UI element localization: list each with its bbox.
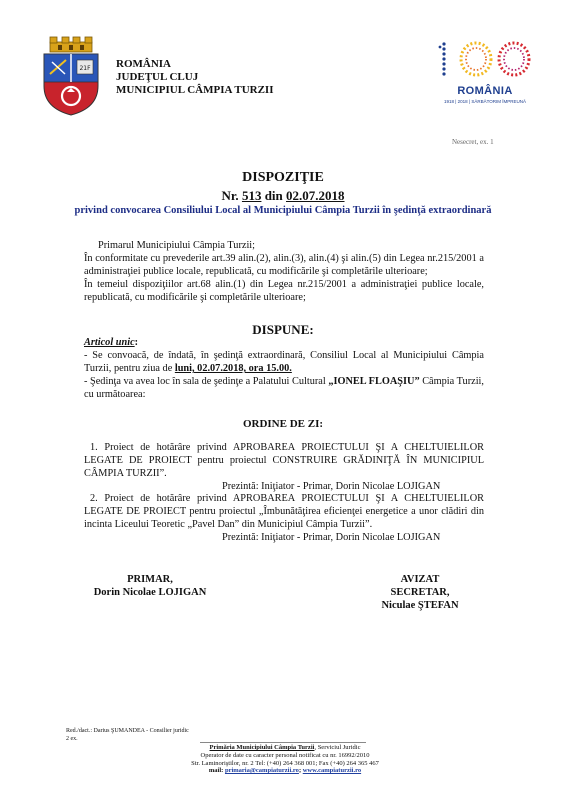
mayor-name: Dorin Nicolae LOJIGAN [93,587,207,598]
article-heading [84,336,484,349]
logo-wordmark: ROMÂNIA [457,85,513,97]
footer-org: Primăria Municipiului Câmpia Turzii [209,744,315,751]
copies-count: 2 ex. [66,736,78,742]
location-text: - Şedinţa va avea loc în sala de şedinţe a Palatului Cultural [84,376,329,387]
agenda-item-presenter: Prezintă: Iniţiator - Primar, Dorin Nicolae LOJIGAN [222,532,441,543]
footer-separator: ; [298,767,303,775]
logo-digit-zero-second [499,43,529,75]
article-convocation [84,349,484,375]
footer-dept: , Serviciul Juridic [314,744,361,751]
preamble [84,239,484,304]
dispune-heading: DISPUNE: [252,322,314,337]
footer-mail-line [130,767,440,775]
footer-divider [200,742,366,743]
classification-note: Nesecret, ex. 1 [452,138,494,146]
agenda-heading: ORDINE DE ZI: [242,418,324,430]
preamble-issuer: Primarul Municipiului Câmpia Turzii; [98,240,256,251]
article-colon: : [134,337,139,348]
footer-org-line [130,744,440,752]
endorsed-label: AVIZAT [400,574,440,585]
mayor-title: PRIMAR, [127,574,173,585]
logo-digit-one [439,42,446,75]
issuer-header [116,58,273,97]
document-number-line [0,188,566,204]
signature-secretary [360,573,480,612]
agenda-item-presenter: Prezintă: Iniţiator - Primar, Dorin Nicolae LOJIGAN [222,481,441,492]
meeting-datetime: luni, 02.07.2018, ora 15.00. [174,363,292,374]
secretary-title: SECRETAR, [390,587,450,598]
preamble-legal-authority: În temeiul dispoziţiilor art.68 alin.(1) din Legea nr.215/2001 a administraţiei publice locale, republicată, cu modificările şi completările ulterioare; [84,279,484,303]
header-county: JUDEŢUL CLUJ [116,71,199,83]
svg-text:21F: 21F [79,65,91,72]
email-link[interactable]: primaria@campiaturzii.ro [224,767,299,775]
location-text-end: Câmpia Turzii, cu următoarea: [84,376,484,400]
drafted-by: Red./dact.: Darius ŞUMANDEA - Consilier juridic [66,728,189,734]
header-country: ROMÂNIA [116,58,171,70]
article-location [84,375,484,401]
footer-contact: Str. Laminoriştilor, nr. 2 Tel: (+40) 264 368 001; Fax (+40) 264 365 467 [191,759,379,767]
logo-tagline: 1918 | 2018 | SĂRBĂTORIM ÎMPREUNĂ [443,99,527,104]
date-prefix: din [264,188,283,203]
document-date: 02.07.2018 [286,188,345,203]
document-type: DISPOZIŢIE [242,170,324,185]
agenda-item [84,492,484,544]
preamble-legal-basis: În conformitate cu prevederile art.39 alin.(2), alin.(3), alin.(4) şi alin.(5) din Legea nr.215/2001 a administraţiei publice locale, republicată, cu modificările şi completările ulterioare; [84,253,484,277]
number-prefix: Nr. [221,188,239,203]
signature-mayor [80,573,220,599]
footer-data-operator: Operator de date cu caracter personal notificat cu nr. 16992/2010 [200,751,370,759]
article-unic [84,336,484,401]
page-footer [130,744,440,775]
header-municipality: MUNICIPIUL CÂMPIA TURZII [116,84,274,96]
drafted-by-note [66,727,189,743]
convocation-text: - Se convoacă, de îndată, în şedinţă extraordinară, Consiliul Local al Municipiului Câmpia Turzii, pentru ziua de [84,350,484,374]
agenda-item [84,441,484,493]
document-subject: privind convocarea Consiliului Local al Municipiului Câmpia Turzii în şedinţă extraordinară [74,205,492,216]
secretary-name: Niculae ŞTEFAN [381,600,459,611]
venue-name: „IONEL FLOAŞIU” [328,376,420,387]
article-title: Articol unic [84,337,135,348]
agenda-item-text: 1. Proiect de hotărâre privind APROBAREA PROIECTULUI ŞI A CHELTUIELILOR LEGATE DE PROIECT pentru proiectul CONSTRUIRE GRĂDINIŢĂ ÎN MUNICIPIUL CÂMPIA TURZII”. [84,442,484,479]
city-coat-of-arms [40,36,102,116]
document-number: 513 [241,188,262,203]
website-link[interactable]: www.campiaturzii.ro [302,767,362,775]
agenda-item-text: 2. Proiect de hotărâre privind APROBAREA PROIECTULUI ŞI A CHELTUIELILOR LEGATE DE PROIECT pentru proiectul „Îmbunătăţirea eficienţei energetice a unor clădiri din incinta Liceului Teoretic „Pavel Dan” din Municipiul Câmpia Turzii”. [84,493,484,530]
mail-label: mail: [208,767,225,775]
logo-digit-zero-first [461,43,491,75]
